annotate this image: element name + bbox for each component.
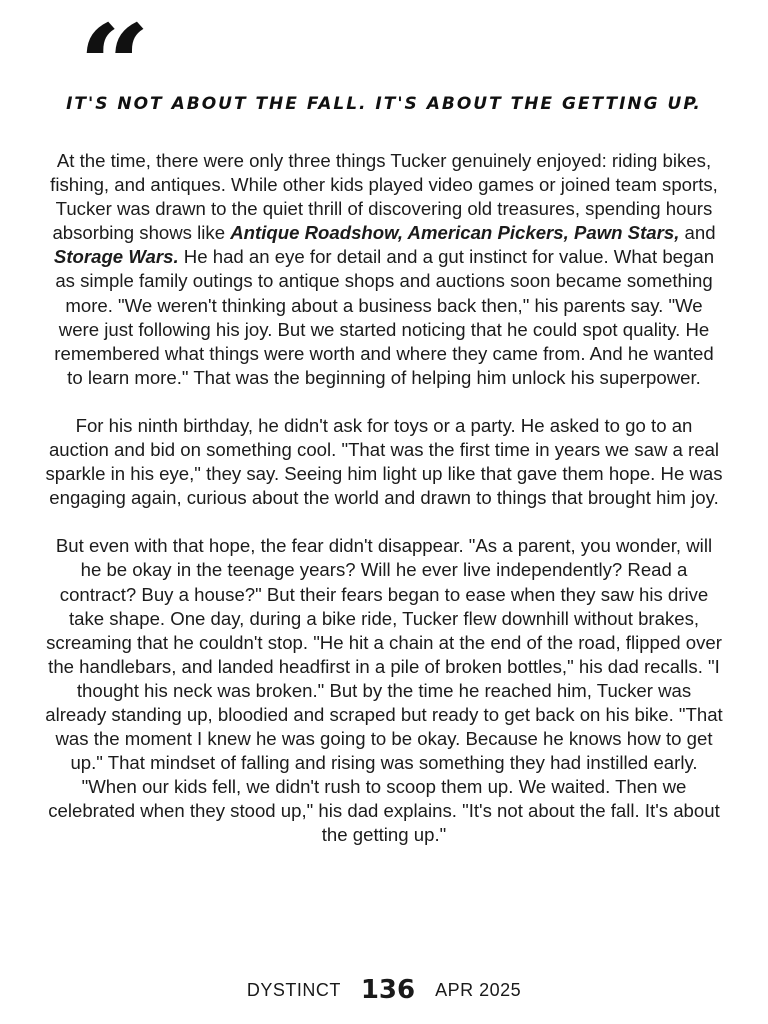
issue-date: APR 2025 [435,979,522,1000]
quotation-mark-icon: “ [78,0,151,129]
paragraph-2: For his ninth birthday, he didn't ask for toys or a party. He asked to go to an auction and bid on something cool. "That was the first time in years we saw a real sparkle in his eye," they say. Seeing him light up like that gave them hope. He was engaging again, curious about the world and drawn to things that brought him joy. [45,414,723,509]
paragraph-3: But even with that hope, the fear didn't disappear. "As a parent, you wonder, will he be okay in the teenage years? Will he ever live independently? Read a contract? Buy a house?" But their fears began to ease when they saw his drive take shape. One day, during a bike ride, Tucker flew downhill without brakes, screaming that he couldn't stop. "He hit a chain at the end of the road, flipped over the handlebars, and landed headfirst in a pile of broken bottles," his dad recalls. "I thought his neck was broken." But by the time he reached him, Tucker was already standing up, bloodied and scraped but ready to get back on his bike. "That was the moment I knew he was going to be okay. Because he knows how to get up." That mindset of falling and rising was something they had instilled early. "When our kids fell, we didn't rush to scoop them up. We waited. Then we celebrated when they stood up," his dad explains. "It's not about the fall. It's about the getting up." [45,535,723,846]
article-body [44,149,724,848]
show-titles-1: Antique Roadshow, American Pickers, Pawn Stars, [230,222,680,244]
show-titles-2: Storage Wars. [53,246,179,268]
magazine-name: DYSTINCT [246,979,341,1000]
page-footer [0,975,768,1005]
page-number: 136 [360,975,416,1005]
paragraph-1: At the time, there were only three things Tucker genuinely enjoyed: riding bikes, fishing, and antiques. While other kids played video games or joined team sports, Tucker was drawn to the quiet thrill of discovering old treasures, spending hours absorbing shows like Antique Roadshow, American Pickers, Pawn Stars, and Storage Wars. He had an eye for detail and a gut instinct for value. What began as simple family outings to antique shops and auctions soon became something more. "We weren't thinking about a business back then," his parents say. "We were just following his joy. But we started noticing that he could spot quality. He remembered what things were worth and where they came from. And he wanted to learn more." That was the beginning of helping him unlock his superpower. [50,150,718,388]
pull-quote: IT'S NOT ABOUT THE FALL. IT'S ABOUT THE GETTING UP. [66,94,702,114]
